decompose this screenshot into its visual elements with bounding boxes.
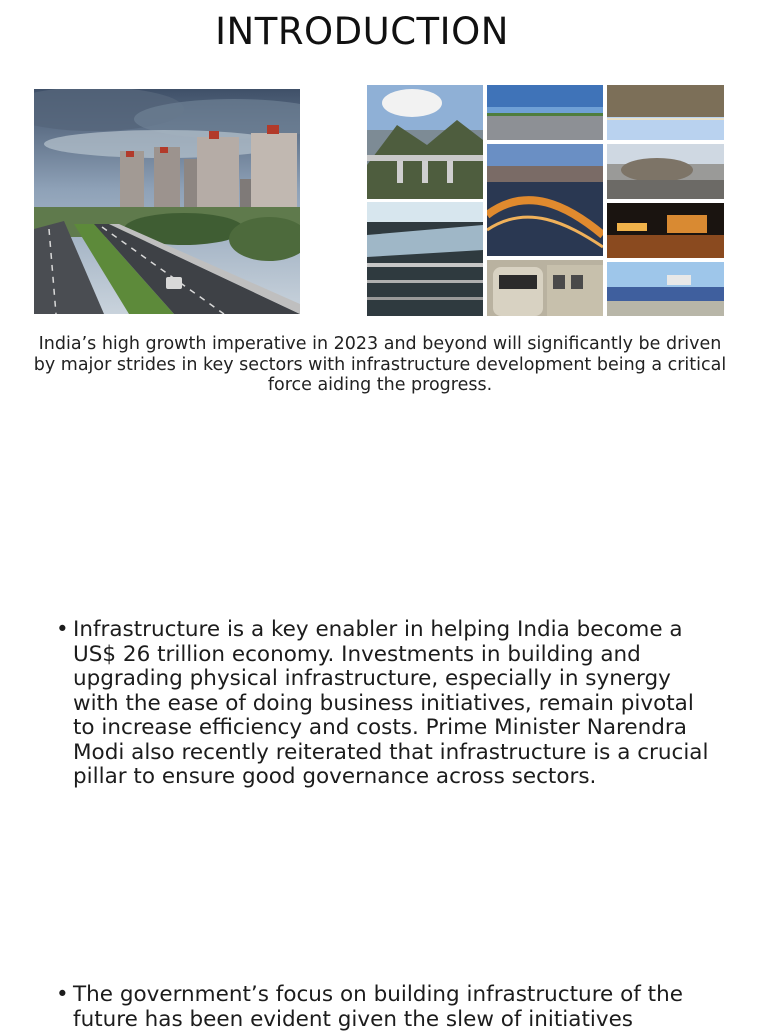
collage-highway (487, 85, 603, 140)
collage-mountain-bridge (367, 85, 483, 199)
bullet-text: The government’s focus on building infrastructure of the future has been evident given the slew of initiatives (73, 982, 683, 1032)
infrastructure-collage (367, 85, 724, 316)
bullet-text: Infrastructure is a key enabler in helping India become a US$ 26 trillion economy. Investments in building and upgrading physical infrastructure, especially in synergy with the ease of doing business initiatives, remain pivotal to increase efficiency and costs. Prime Minister Narendra Modi also recently reiterated that infrastructure is a crucial pillar to ensure good governance across sectors. (73, 617, 709, 789)
collage-metro-train (487, 260, 603, 316)
expressway-photo (34, 89, 300, 314)
bullet-item (56, 983, 716, 1032)
collage-night-station (607, 203, 724, 258)
collage-solar-canopy (367, 202, 483, 316)
collage-flyover-night (487, 144, 603, 256)
bullet-marker: • (56, 982, 69, 1007)
collage-airport-terminal (607, 144, 724, 199)
collage-solar-farm (607, 262, 724, 316)
slide-title: INTRODUCTION (215, 10, 509, 53)
intro-caption: India’s high growth imperative in 2023 and beyond will significantly be driven by major strides in key sectors with infrastructure development being a critical force aiding the progress. (33, 334, 727, 395)
collage-pipeline (607, 85, 724, 140)
bullet-marker: • (56, 617, 69, 642)
bullet-item (56, 618, 716, 790)
